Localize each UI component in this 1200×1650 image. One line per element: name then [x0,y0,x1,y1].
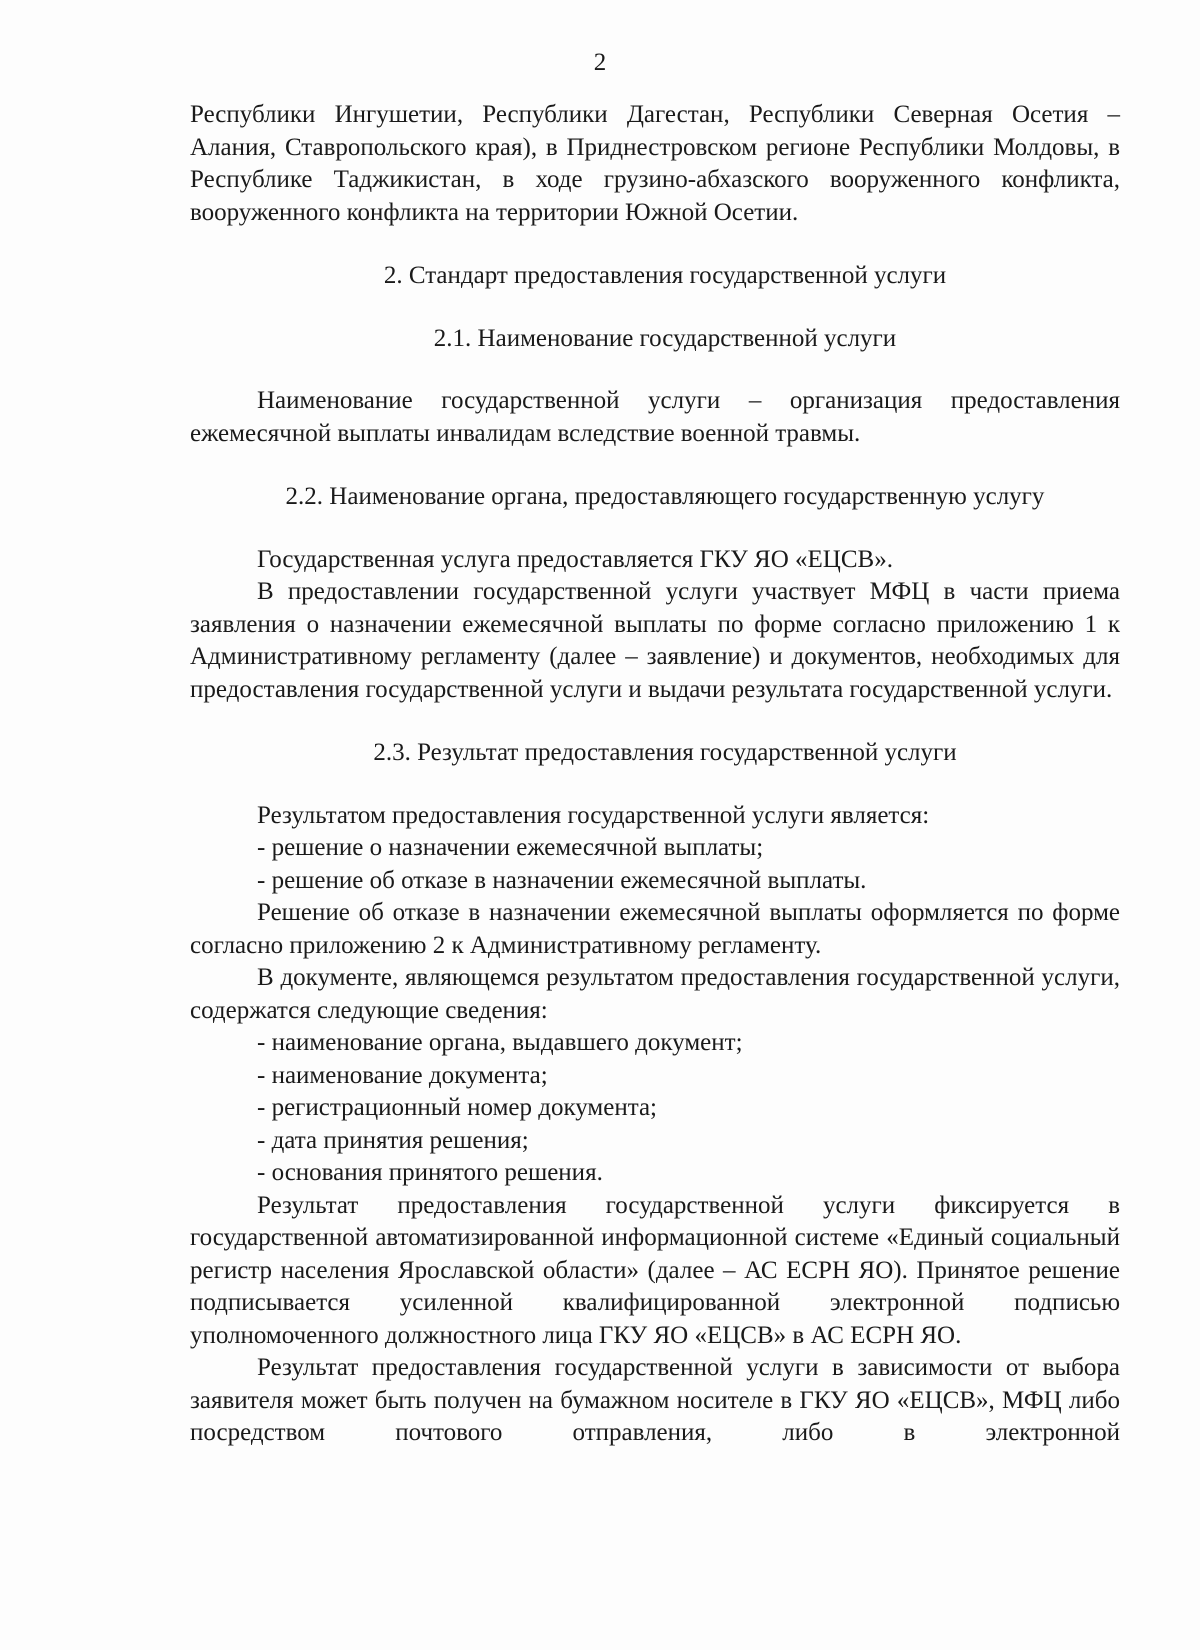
section-2-2-paragraph-1: Государственная услуга предоставляется ГКУ ЯО «ЕЦСВ». [257,545,893,573]
section-2-3-heading: 2.3. Результат предоставления государственной услуги [373,739,957,766]
section-2-3-paragraph-5: Результат предоставления государственной услуги в зависимости от выбора заявителя может быть получен на бумажном носителе в ГКУ ЯО «ЕЦСВ», МФЦ либо посредством почтового отправления, либо в электронной [190,1354,1120,1446]
intro-paragraph: Республики Ингушетии, Республики Дагестан, Республики Северная Осетия – Алания, Ставропольского края), в Приднестровском регионе Республики Молдовы, в Республике Таджикистан, в ходе грузино-абхазского вооруженного конфликта, вооруженного конфликта на территории Южной Осетии. [190,101,1120,226]
page-number: 2 [593,49,607,76]
list-item: - наименование органа, выдавшего документ; [257,1029,743,1056]
list-item: - наименование документа; [257,1061,548,1089]
section-2-2-heading: 2.2. Наименование органа, предоставляющего государственную услугу [285,483,1045,510]
list-item: - основания принятого решения. [257,1159,603,1186]
list-item: - регистрационный номер документа; [257,1094,657,1121]
section-2-3-paragraph-3: В документе, являющемся результатом предоставления государственной услуги, содержатся следующие сведения: [190,964,1120,1024]
document-body [190,99,1120,1450]
section-2-3-paragraph-1: Результатом предоставления государственной услуги является: [257,801,930,829]
section-2-2-paragraph-2: В предоставлении государственной услуги участвует МФЦ в части приема заявления о назначении ежемесячной выплаты по форме согласно приложению 1 к Административному регламенту (далее – заявление) и документов, необходимых для предоставления государственной услуги и выдачи результата государственной услуги. [190,578,1120,703]
section-2-heading: 2. Стандарт предоставления государственной услуги [383,262,947,289]
section-2-3-paragraph-4: Результат предоставления государственной услуги фиксируется в государственной автоматизированной информационной системе «Единый социальный регистр населения Ярославской области» (далее – АС ЕСРН ЯО). Принятое решение подписывается усиленной квалифицированной электронной подписью уполномоченного должностного лица ГКУ ЯО «ЕЦСВ» в АС ЕСРН ЯО. [190,1191,1120,1349]
list-item: - решение об отказе в назначении ежемесячной выплаты. [257,866,867,894]
section-2-1-heading: 2.1. Наименование государственной услуги [433,324,897,352]
section-2-3-paragraph-2: Решение об отказе в назначении ежемесячной выплаты оформляется по форме согласно приложению 2 к Административному регламенту. [190,899,1120,959]
list-item: - решение о назначении ежемесячной выплаты; [257,834,764,861]
list-item: - дата принятия решения; [257,1126,529,1154]
section-2-1-paragraph: Наименование государственной услуги – организация предоставления ежемесячной выплаты инвалидам вследствие военной травмы. [190,387,1120,447]
